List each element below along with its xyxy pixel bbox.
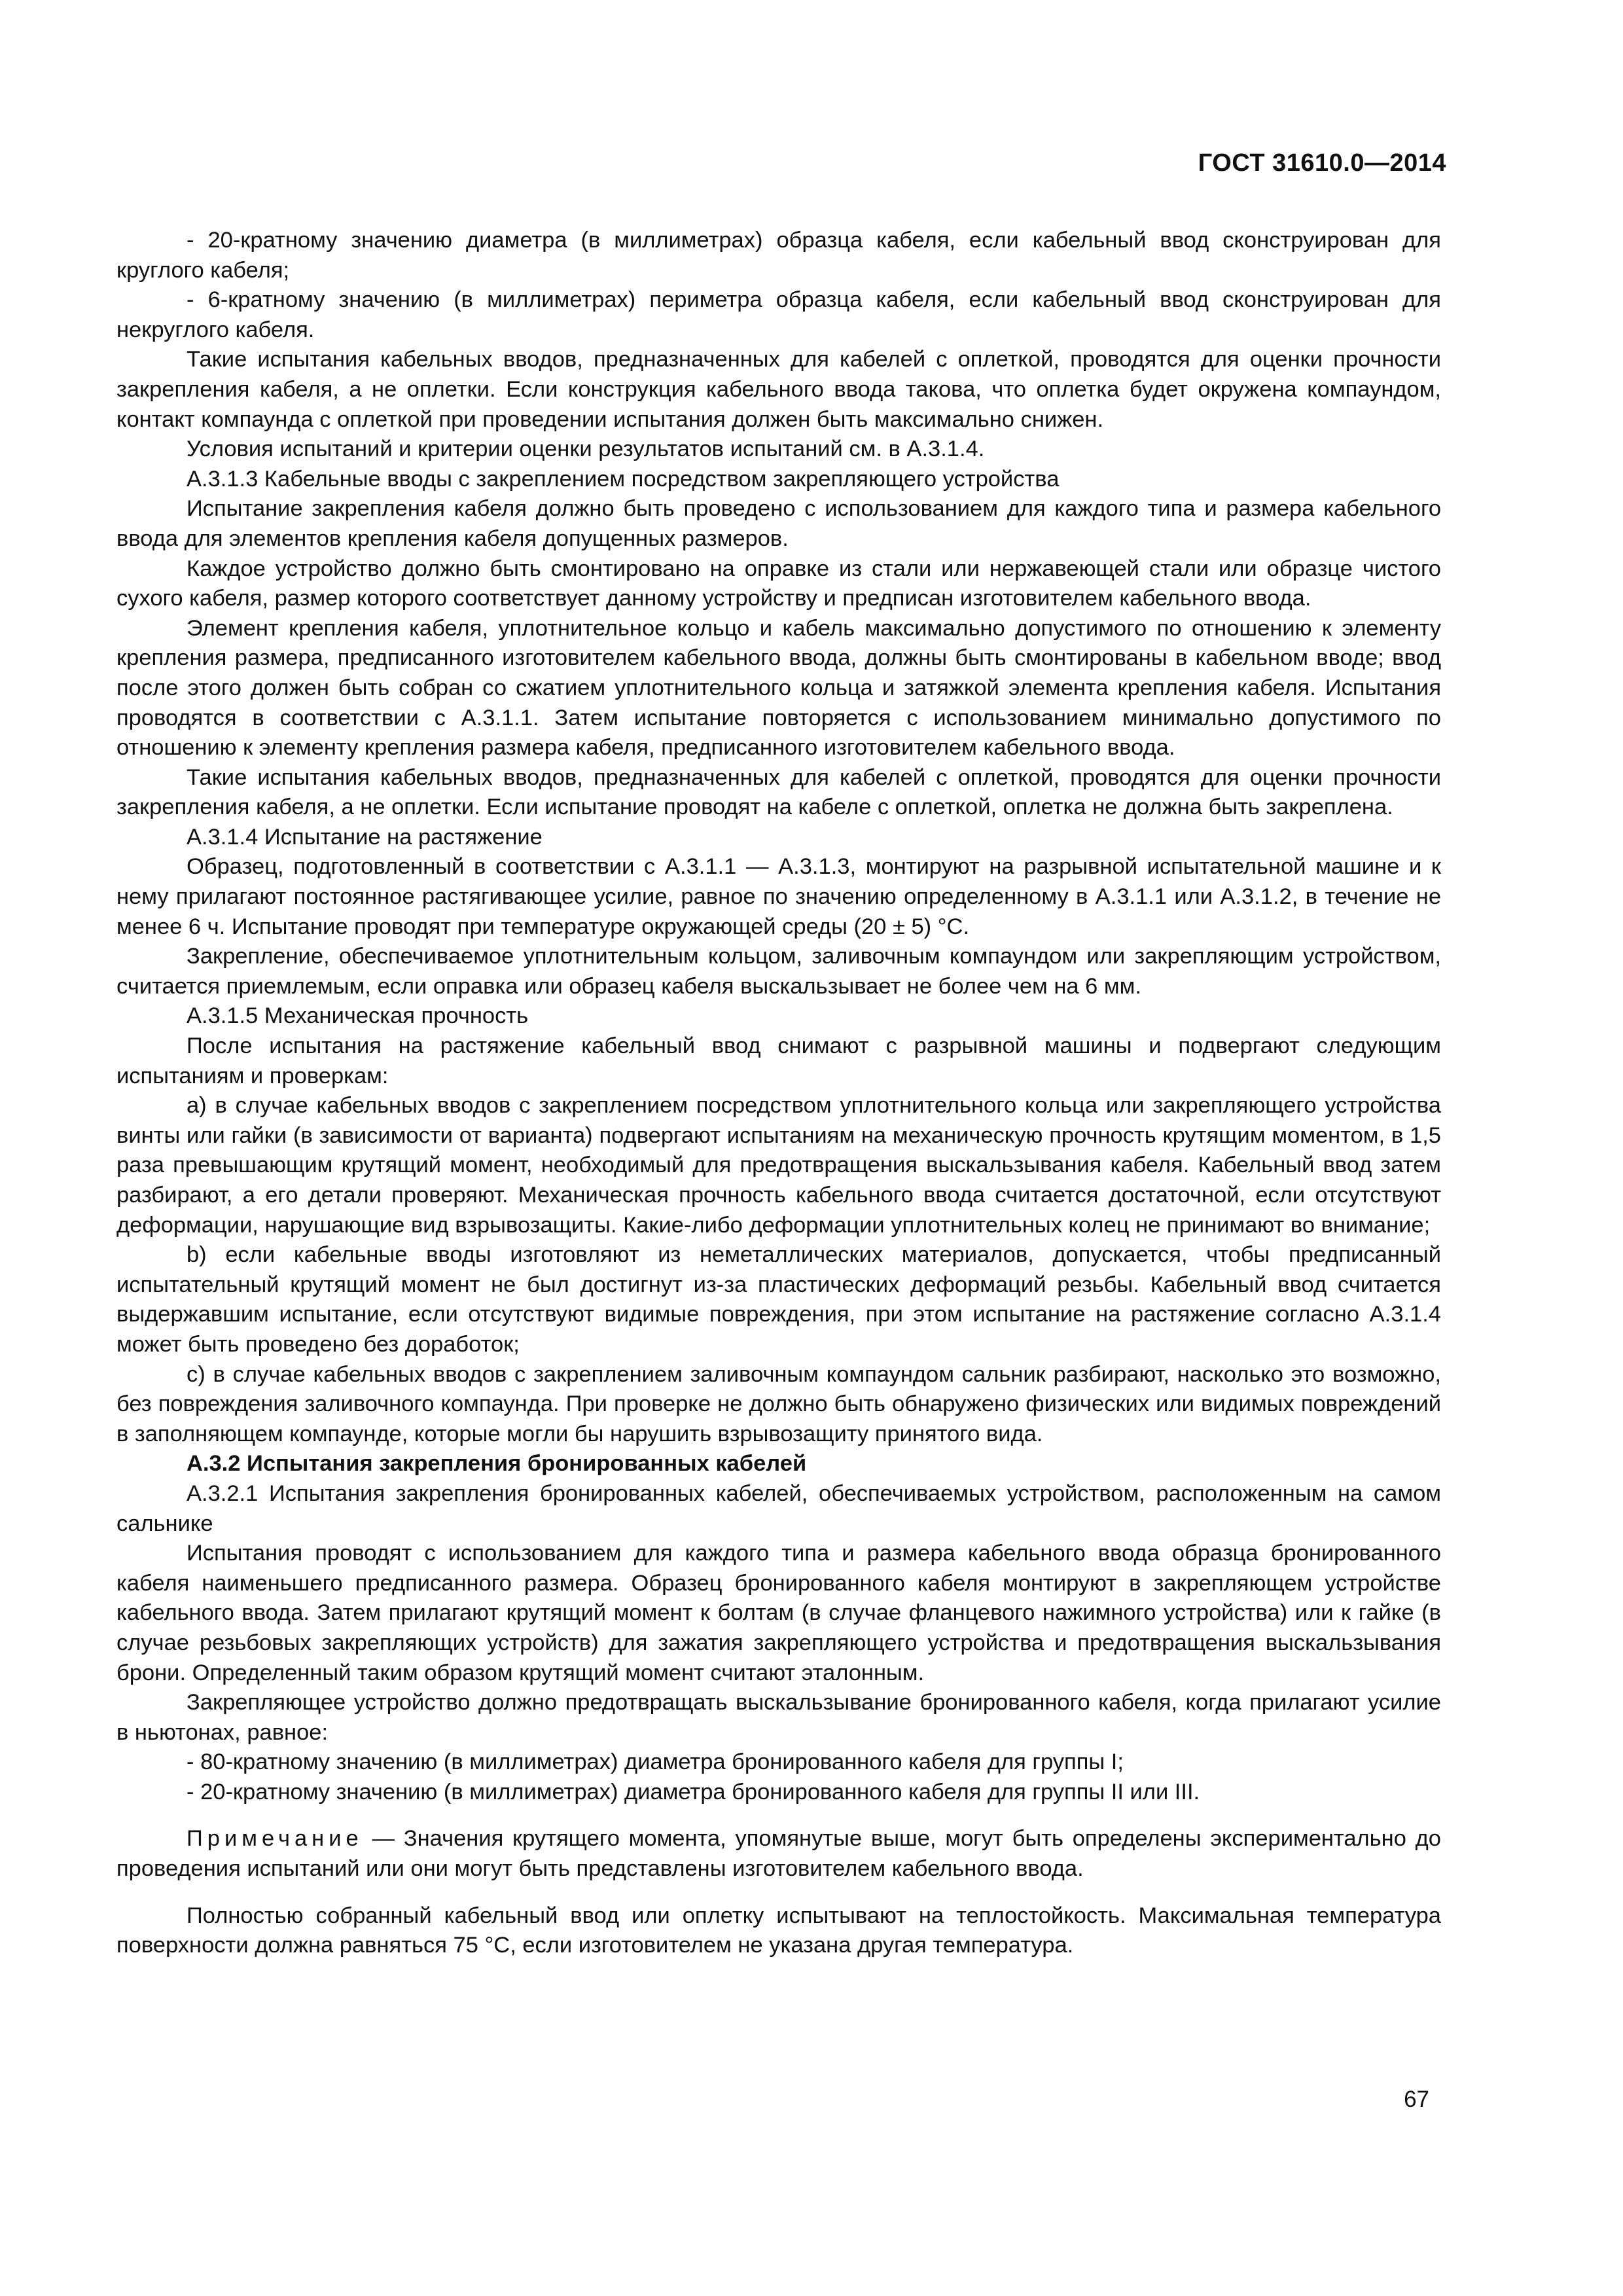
paragraph: Испытание закрепления кабеля должно быть проведено с использованием для каждого типа и размера кабельного ввода для элементов крепления кабеля допущенных размеров. [116,496,1441,551]
list-item: с) в случае кабельных вводов с закреплением заливочным компаундом сальник разбирают, насколько это возможно, без повреждения заливочного компаунда. При проверке не должно быть обнаружено физических или видимых повреждений в заполняющем компаунде, которые могли бы нарушить взрывозащиту принятого вида. [116,1361,1441,1446]
paragraph: Закрепление, обеспечиваемое уплотнительным кольцом, заливочным компаундом или закрепляющим устройством, считается приемлемым, если оправка или образец кабеля выскальзывает не более чем на 6 мм. [116,944,1441,999]
paragraph: Образец, подготовленный в соответствии с А.3.1.1 — А.3.1.3, монтируют на разрывной испытательной машине и к нему прилагают постоянное растягивающее усилие, равное по значению определенному в А.3.1.1 или А.3.1.2, в течение не менее 6 ч. Испытание проводят при температуре окружающей среды (20 ± 5) °С. [116,854,1441,939]
paragraph: Полностью собранный кабельный ввод или оплетку испытывают на теплостойкость. Максимальная температура поверхности должна равняться 75 °С, если изготовителем не указана другая температура. [116,1903,1441,1958]
note-text: — Значения крутящего момента, упомянутые выше, могут быть определены экспериментально до проведения испытаний или они могут быть представлены изготовителем кабельного ввода. [116,1826,1441,1882]
list-item: а) в случае кабельных вводов с закреплением посредством уплотнительного кольца или закрепляющего устройства винты или гайки (в зависимости от варианта) подвергают испытаниям на механическую прочность крутящим моментом, в 1,5 раза превышающим крутящий момент, необходимый для предотвращения выскальзывания кабеля. Кабельный ввод затем разбирают, а его детали проверяют. Механическая прочность кабельного ввода считается достаточной, если отсутствуют деформации, нарушающие вид взрывозащиты. Какие-либо деформации уплотнительных колец не принимают во внимание; [116,1093,1441,1238]
paragraph: Условия испытаний и критерии оценки результатов испытаний см. в А.3.1.4. [187,437,985,462]
section-heading: А.3.2.1 Испытания закрепления бронированных кабелей, обеспечиваемых устройством, расположенным на самом сальнике [116,1480,1441,1536]
document-body [116,226,1441,1961]
list-item: b) если кабельные вводы изготовляют из неметаллических материалов, допускается, чтобы предписанный испытательный крутящий момент не был достигнут из-за пластических деформаций резьбы. Кабельный ввод считается выдержавшим испытание, если отсутствуют видимые повреждения, при этом испытание на растяжение согласно А.3.1.4 может быть проведено без доработок; [116,1242,1441,1357]
paragraph: - 6-кратному значению (в миллиметрах) периметра образца кабеля, если кабельный ввод сконструирован для некруглого кабеля. [116,287,1441,342]
note [116,1824,1441,1884]
paragraph: Испытания проводят с использованием для каждого типа и размера кабельного ввода образца бронированного кабеля наименьшего предписанного размера. Образец бронированного кабеля монтируют в закрепляющем устройстве кабельного ввода. Затем прилагают крутящий момент к болтам (в случае фланцевого нажимного устройства) или к гайке (в случае резьбовых закрепляющих устройств) для зажатия закрепляющего устройства и предотвращения выскальзывания брони. Определенный таким образом крутящий момент считают эталонным. [116,1541,1441,1685]
paragraph: Элемент крепления кабеля, уплотнительное кольцо и кабель максимально допустимого по отношению к элементу крепления размера, предписанного изготовителем кабельного ввода, должны быть смонтированы в кабельном вводе; ввод после этого должен быть собран со сжатием уплотнительного кольца и затяжкой элемента крепления кабеля. Испытания проводятся в соответствии с А.3.1.1. Затем испытание повторяется с использованием минимально допустимого по отношению к элементу крепления размера кабеля, предписанного изготовителем кабельного ввода. [116,615,1441,761]
paragraph: Такие испытания кабельных вводов, предназначенных для кабелей с оплеткой, проводятся для оценки прочности закрепления кабеля, а не оплетки. Если конструкция кабельного ввода такова, что оплетка будет окружена компаундом, контакт компаунда с оплеткой при проведении испытания должен быть максимально снижен. [116,347,1441,432]
paragraph: Такие испытания кабельных вводов, предназначенных для кабелей с оплеткой, проводятся для оценки прочности закрепления кабеля, а не оплетки. Если испытание проводят на кабеле с оплеткой, оплетка не должна быть закреплена. [116,764,1441,820]
section-heading-bold: А.3.2 Испытания закрепления бронированных кабелей [187,1451,807,1477]
document-header: ГОСТ 31610.0—2014 [1198,149,1446,177]
paragraph: Закрепляющее устройство должно предотвращать выскальзывание бронированного кабеля, когда прилагают усилие в ньютонах, равное: [116,1690,1441,1745]
list-item: - 20-кратному значению (в миллиметрах) диаметра бронированного кабеля для группы II или III. [187,1779,1200,1804]
paragraph: Каждое устройство должно быть смонтировано на оправке из стали или нержавеющей стали или образце чистого сухого кабеля, размер которого соответствует данному устройству и предписан изготовителем кабельного ввода. [116,556,1441,611]
section-heading: А.3.1.4 Испытание на растяжение [187,824,543,850]
page-number: 67 [1404,2087,1429,2112]
paragraph: После испытания на растяжение кабельный ввод снимают с разрывной машины и подвергают следующим испытаниям и проверкам: [116,1033,1441,1088]
section-heading: А.3.1.5 Механическая прочность [187,1003,529,1029]
section-heading: А.3.1.3 Кабельные вводы с закреплением посредством закрепляющего устройства [187,466,1060,492]
note-label: Примечание [187,1826,363,1852]
paragraph: - 20-кратному значению диаметра (в миллиметрах) образца кабеля, если кабельный ввод сконструирован для круглого кабеля; [116,228,1441,283]
list-item: - 80-кратному значению (в миллиметрах) диаметра бронированного кабеля для группы I; [187,1749,1124,1775]
